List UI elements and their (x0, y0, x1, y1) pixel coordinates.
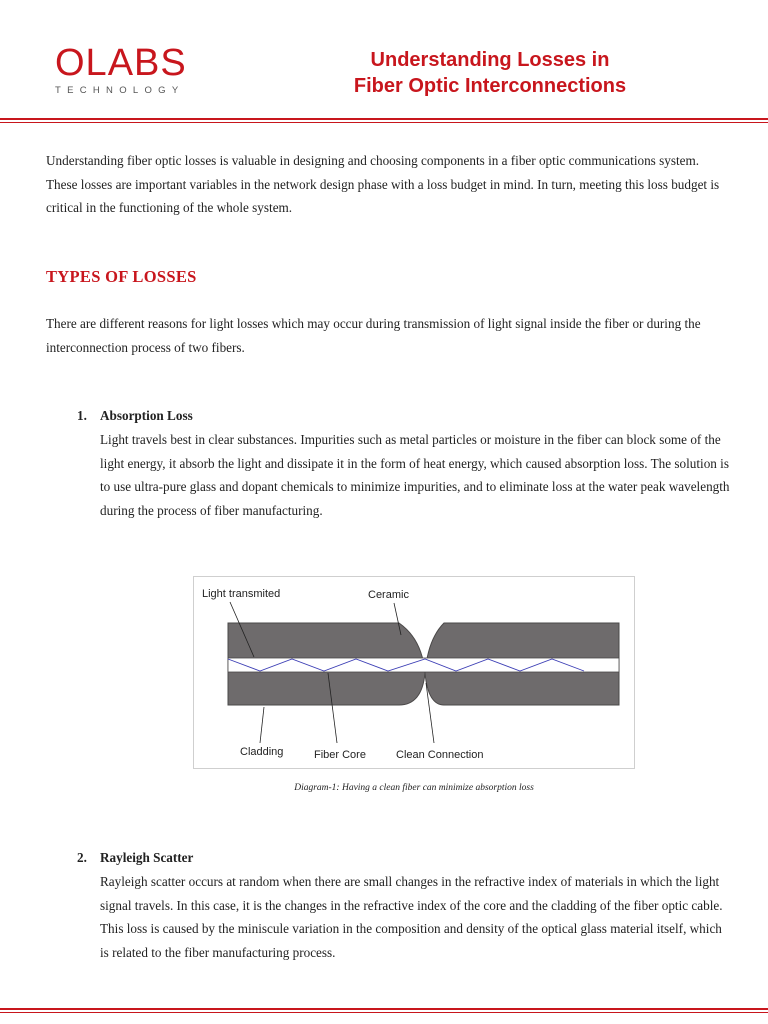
section-heading: TYPES OF LOSSES (46, 267, 197, 286)
fiber-connection-diagram (193, 576, 635, 769)
intro-paragraph: Understanding fiber optic losses is valuable in designing and choosing components in a fiber optic communications system. These losses are important variables in the network design phase with a loss budget in mind. In turn, meeting this loss budget is critical in the functioning of the whole system. (46, 153, 720, 215)
item-number: 1. (77, 408, 87, 423)
item-heading-absorption (77, 408, 193, 424)
label-clean-connection: Clean Connection (396, 749, 484, 761)
title-line-1: Understanding Losses in (370, 49, 610, 71)
diagram-svg (194, 577, 636, 770)
label-cladding: Cladding (240, 746, 284, 758)
title-line-2: Fiber Optic Interconnections (353, 75, 627, 97)
item-title: Absorption Loss (100, 408, 193, 423)
item-heading-rayleigh (77, 850, 193, 866)
label-ceramic: Ceramic (368, 589, 409, 601)
item-number: 2. (77, 850, 87, 865)
leader-cladding (260, 707, 264, 743)
footer-rule (0, 1008, 768, 1013)
logo-subtitle: TECHNOLOGY (55, 85, 185, 96)
diagram-caption: Diagram-1: Having a clean fiber can minimize absorption loss (294, 783, 534, 793)
item-body-rayleigh: Rayleigh scatter occurs at random when there are small changes in the refractive index of materials in which the light signal travels. In this case, it is the changes in the refractive index of the core and the cladding of the fiber optic cable. This loss is caused by the miniscule variation in the composition and density of the optical glass material itself, which is related to the fiber manufacturing process. (100, 874, 723, 960)
document-title (300, 47, 680, 99)
olabs-logo (55, 44, 200, 102)
fiber-core-channel (228, 658, 619, 672)
label-light-transmitted: Light transmited (202, 588, 281, 600)
logo-wordmark: OLABS (55, 42, 187, 84)
item-body-absorption: Light travels best in clear substances. Impurities such as metal particles or moisture in the fiber can block some of the light energy, it absorb the light and dissipate it in the form of heat energy, which caused absorption loss. The solution is to use ultra-pure glass and dopant chemicals to minimize impurities, and to eliminate loss at the water peak wavelength during the process of fiber manufacturing. (100, 432, 730, 518)
section-intro: There are different reasons for light losses which may occur during transmission of light signal inside the fiber or during the interconnection process of two fibers. (46, 316, 701, 355)
header-rule (0, 118, 768, 123)
label-fiber-core: Fiber Core (314, 749, 366, 761)
item-title: Rayleigh Scatter (100, 850, 194, 865)
